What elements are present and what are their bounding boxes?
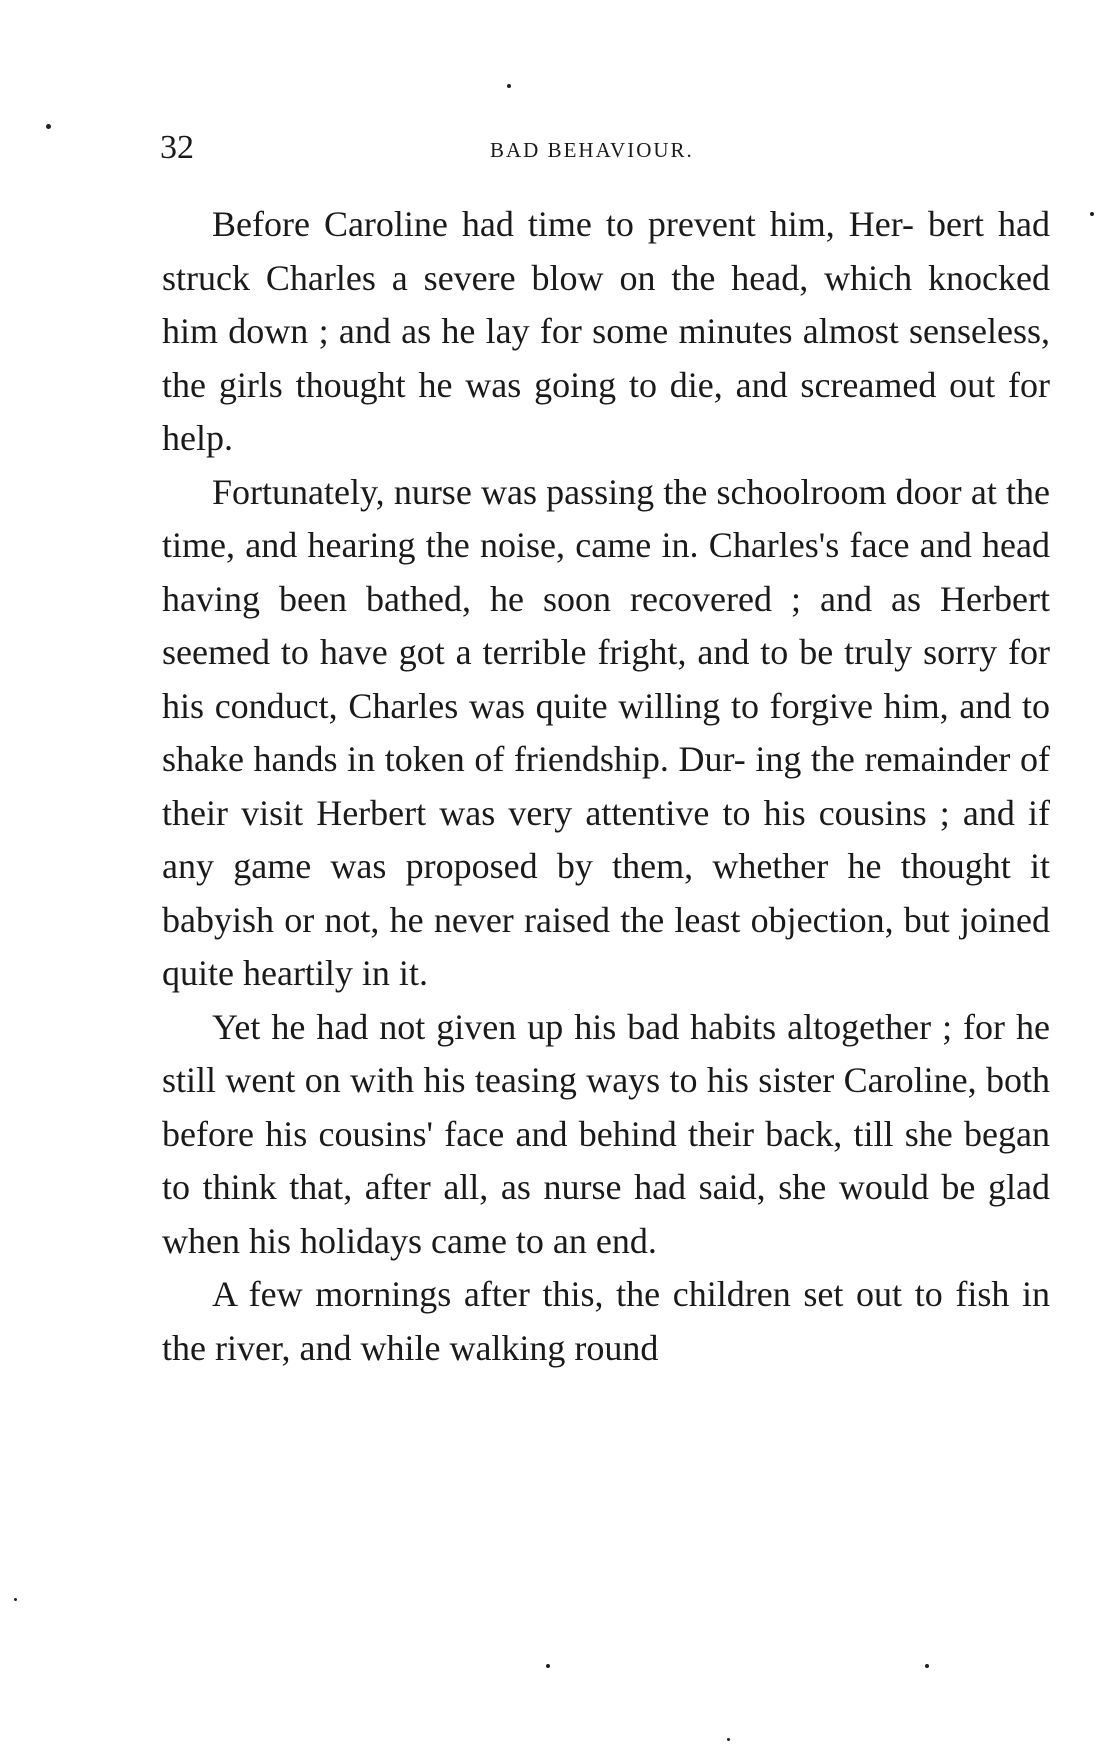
page-speck	[727, 1738, 730, 1741]
page-speck	[925, 1664, 929, 1668]
body-text	[162, 198, 1050, 1375]
running-title: BAD BEHAVIOUR.	[490, 138, 694, 162]
page-speck	[14, 1598, 17, 1601]
page-speck	[507, 84, 511, 88]
page-number: 32	[160, 129, 194, 166]
paragraph: Yet he had not given up his bad habits altogether ; for he still went on with his teasing ways to his sister Caroline, both before his cousins' face and behind their back, till she began to think that, after all, as nurse had said, she would be glad when his holidays came to an end.	[162, 1006, 1050, 1261]
page-speck	[46, 124, 51, 129]
paragraph: Before Caroline had time to prevent him, Her- bert had struck Charles a severe blow on the head, which knocked him down ; and as he lay for some minutes almost senseless, the girls thought he was going to die, and screamed out for help.	[162, 204, 1050, 458]
page-speck	[546, 1664, 550, 1668]
paragraph: A few mornings after this, the children set out to fish in the river, and while walking round	[162, 1274, 1050, 1368]
running-head	[160, 128, 1050, 168]
page-speck	[1090, 212, 1094, 216]
paragraph: Fortunately, nurse was passing the schoolroom door at the time, and hearing the noise, came in. Charles's face and head having been bathed, he soon recovered ; and as Herbert seemed to have got a terrible fright, and to be truly sorry for his conduct, Charles was quite willing to forgive him, and to shake hands in token of friendship. Dur- ing the remainder of their visit Herbert was very attentive to his cousins ; and if any game was proposed by them, whether he thought it babyish or not, he never raised the least objection, but joined quite heartily in it.	[162, 471, 1050, 993]
